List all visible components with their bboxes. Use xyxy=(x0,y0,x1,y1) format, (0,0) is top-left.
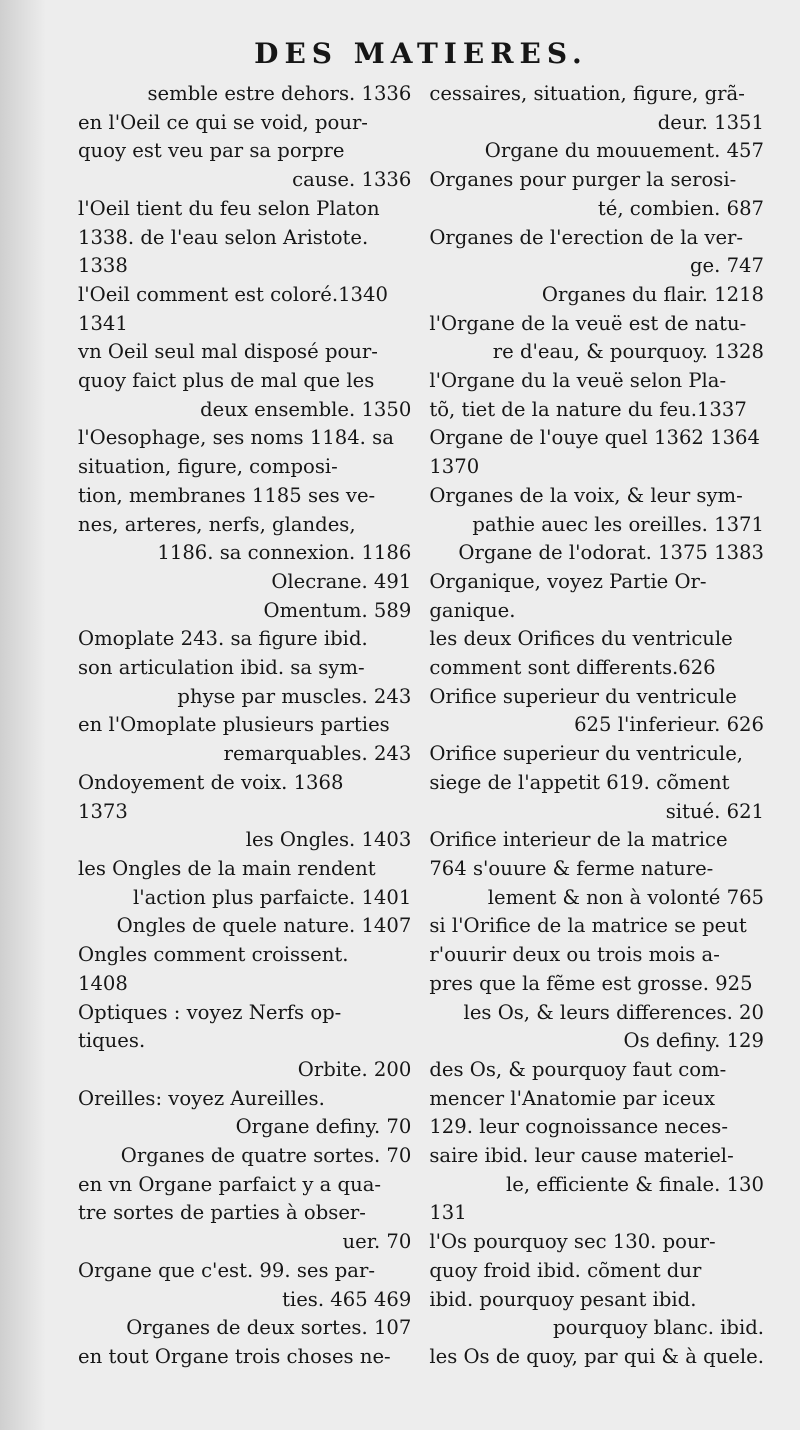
index-entry-line: siege de l'appetit 619. cõment xyxy=(429,770,730,794)
index-entry xyxy=(78,1113,411,1142)
index-entry-line: comment sont differents.626 xyxy=(429,656,716,680)
index-entry xyxy=(78,826,411,855)
index-entry-line: les Os de quoy, par qui & à quele. xyxy=(429,1344,764,1368)
index-entry-line: les deux Orifices du ventricule xyxy=(429,627,733,651)
index-entry-line: Olecrane. 491 xyxy=(271,569,412,593)
index-entry xyxy=(429,1056,764,1228)
index-entry-line: Organes de l'erection de la ver- xyxy=(429,225,744,249)
index-entry-line: 764 s'ouure & ferme nature- xyxy=(429,856,714,880)
index-entry-line: l'Oesophage, ses noms 1184. sa xyxy=(78,426,394,450)
index-entry-line: Organe que c'est. 99. ses par- xyxy=(78,1258,375,1282)
index-entry xyxy=(429,224,764,281)
index-entry-line: 1338. de l'eau selon Aristote. xyxy=(78,225,369,249)
index-entry-line: lement & non à volonté 765 xyxy=(487,885,764,909)
index-entry-line: l'action plus parfaicte. 1401 xyxy=(132,885,412,909)
index-entry-line: en vn Organe parfaict y a qua- xyxy=(78,1172,381,1196)
index-entry-line: son articulation ibid. sa sym- xyxy=(78,656,365,680)
index-entry xyxy=(429,1027,764,1056)
index-entry-line: des Os, & pourquoy faut com- xyxy=(429,1057,727,1081)
index-entry xyxy=(429,912,764,998)
index-entry xyxy=(429,482,764,539)
index-entry-line: remarquables. 243 xyxy=(223,742,412,766)
index-entry-line: Organes du flair. 1218 xyxy=(541,282,764,306)
index-entry-line: uer. 70 xyxy=(342,1230,412,1254)
index-entry xyxy=(78,568,411,597)
index-entry xyxy=(429,281,764,310)
index-entry xyxy=(78,769,411,826)
index-entry xyxy=(78,281,411,338)
index-entry xyxy=(429,683,764,740)
index-entry xyxy=(78,941,411,998)
index-entry-line: Optiques : voyez Nerfs op- xyxy=(78,1000,342,1024)
index-entry xyxy=(78,195,411,281)
index-entry xyxy=(429,310,764,367)
index-entry xyxy=(78,1142,411,1171)
index-entry-line: les Ongles de la main rendent xyxy=(78,856,376,880)
index-entry-line: quoy faict plus de mal que les xyxy=(78,369,375,393)
index-entry xyxy=(429,424,764,481)
index-entry-line: les Os, & leurs differences. 20 xyxy=(463,1000,764,1024)
index-entry-line: 1370 xyxy=(429,455,480,479)
index-entry-line: cause. 1336 xyxy=(292,168,412,192)
index-entry xyxy=(78,80,411,109)
index-entry xyxy=(429,740,764,826)
index-entry-line: 625 l'inferieur. 626 xyxy=(574,713,764,737)
index-entry-line: en l'Omoplate plusieurs parties xyxy=(78,713,390,737)
index-entry xyxy=(78,711,411,768)
index-entry-line: ties. 465 469 xyxy=(282,1287,412,1311)
index-entry-line: Organe de l'odorat. 1375 1383 xyxy=(458,541,764,565)
index-entry-line: saire ibid. leur cause materiel- xyxy=(429,1144,734,1168)
index-entry-line: l'Oeil comment est coloré.1340 xyxy=(78,282,388,306)
index-entry xyxy=(429,80,764,137)
index-entry-line: l'Oeil tient du feu selon Platon xyxy=(78,196,380,220)
index-entry-line: Organe de l'ouye quel 1362 1364 xyxy=(429,426,760,450)
index-entry-line: nes, arteres, nerfs, glandes, xyxy=(78,512,356,536)
index-entry-line: deur. 1351 xyxy=(657,110,764,134)
index-entry xyxy=(78,424,411,568)
index-entry-line: pathie auec les oreilles. 1371 xyxy=(472,512,764,536)
index-entry-line: quoy froid ibid. cõment dur xyxy=(429,1258,702,1282)
index-entry-line: 129. leur cognoissance neces- xyxy=(429,1115,728,1139)
index-entry xyxy=(78,338,411,424)
index-entry-line: deux ensemble. 1350 xyxy=(200,397,412,421)
index-entry-line: 1338 xyxy=(78,254,128,278)
index-entry-line: tõ, tiet de la nature du feu.1337 xyxy=(429,397,747,421)
index-entry-line: Organes de quatre sortes. 70 xyxy=(120,1144,412,1168)
index-entry-line: Oreilles: voyez Aureilles. xyxy=(78,1086,325,1110)
index-entry xyxy=(429,1343,764,1372)
index-entry-line: le, efficiente & finale. 130 xyxy=(505,1172,764,1196)
index-entry xyxy=(78,109,411,195)
index-entry-line: Os definy. 129 xyxy=(623,1029,764,1053)
index-entry-line: tiques. xyxy=(78,1029,146,1053)
index-entry-line: Organes pour purger la serosi- xyxy=(429,168,737,192)
index-entry xyxy=(78,1056,411,1085)
index-entry-line: Organe definy. 70 xyxy=(235,1115,412,1139)
index-entry-line: vn Oeil seul mal disposé pour- xyxy=(78,340,378,364)
index-entry-line: Omoplate 243. sa figure ibid. xyxy=(78,627,368,651)
index-entry-line: Ongles comment croissent. xyxy=(78,943,349,967)
index-entry-line: l'Os pourquoy sec 130. pour- xyxy=(429,1230,716,1254)
index-entry xyxy=(429,625,764,682)
index-entry xyxy=(78,1314,411,1343)
index-entry xyxy=(429,166,764,223)
index-entry-line: pres que la fẽme est grosse. 925 xyxy=(429,971,753,995)
index-entry xyxy=(78,999,411,1056)
index-entry-line: semble estre dehors. 1336 xyxy=(147,82,412,105)
index-entry-line: physe par muscles. 243 xyxy=(177,684,412,708)
index-entry xyxy=(78,1171,411,1257)
index-entry-line: Organique, voyez Partie Or- xyxy=(429,569,707,593)
left-column xyxy=(78,80,411,1372)
index-entry-line: Orbite. 200 xyxy=(297,1057,412,1081)
index-entry-line: quoy est veu par sa porpre xyxy=(78,139,345,163)
index-entry-line: les Ongles. 1403 xyxy=(245,828,412,852)
index-entry xyxy=(78,855,411,912)
index-entry-line: té, combien. 687 xyxy=(597,196,764,220)
index-entry-line: re d'eau, & pourquoy. 1328 xyxy=(492,340,764,364)
index-entry-line: en tout Organe trois choses ne- xyxy=(78,1344,391,1368)
index-entry-line: ge. 747 xyxy=(690,254,764,278)
index-entry-line: cessaires, situation, figure, grã- xyxy=(429,82,745,105)
index-entry xyxy=(78,625,411,711)
index-entry xyxy=(429,367,764,424)
index-entry-line: Ondoyement de voix. 1368 xyxy=(78,770,344,794)
index-entry-line: l'Organe du la veuë selon Pla- xyxy=(429,369,727,393)
index-entry-line: situé. 621 xyxy=(665,799,764,823)
index-entry-line: ibid. pourquoy pesant ibid. xyxy=(429,1287,697,1311)
index-entry xyxy=(429,826,764,912)
index-entry-line: 131 xyxy=(429,1201,467,1225)
index-entry-line: Ongles de quele nature. 1407 xyxy=(116,914,412,938)
index-entry-line: l'Organe de la veuë est de natu- xyxy=(429,311,747,335)
index-entry xyxy=(78,597,411,626)
index-entry-line: Organes de deux sortes. 107 xyxy=(126,1316,412,1340)
index-entry-line: Organe du mouuement. 457 xyxy=(484,139,764,163)
index-entry-line: Orifice superieur du ventricule, xyxy=(429,742,744,766)
index-entry-line: mencer l'Anatomie par iceux xyxy=(429,1086,716,1110)
index-entry-line: 1186. sa connexion. 1186 xyxy=(157,541,412,565)
index-entry-line: Omentum. 589 xyxy=(263,598,412,622)
index-entry-line: Orifice interieur de la matrice xyxy=(429,828,728,852)
index-entry xyxy=(429,137,764,166)
index-entry-line: Orifice superieur du ventricule xyxy=(429,684,737,708)
index-entry xyxy=(78,1343,411,1372)
index-entry-line: Organes de la voix, & leur sym- xyxy=(429,483,743,507)
index-entry-line: situation, figure, composi- xyxy=(78,455,338,479)
index-columns xyxy=(78,80,764,1372)
index-entry xyxy=(78,1257,411,1314)
index-entry-line: si l'Orifice de la matrice se peut xyxy=(429,914,747,938)
index-entry xyxy=(429,568,764,625)
index-entry-line: ganique. xyxy=(429,598,516,622)
index-entry-line: tion, membranes 1185 ses ve- xyxy=(78,483,376,507)
index-entry-line: tre sortes de parties à obser- xyxy=(78,1201,366,1225)
index-entry xyxy=(429,999,764,1028)
index-entry xyxy=(78,1085,411,1114)
index-entry-line: 1373 xyxy=(78,799,128,823)
index-entry-line: 1341 xyxy=(78,311,128,335)
index-entry-line: pourquoy blanc. ibid. xyxy=(553,1316,764,1340)
index-entry-line: r'ouurir deux ou trois mois a- xyxy=(429,943,720,967)
right-column xyxy=(429,80,764,1372)
index-entry-line: 1408 xyxy=(78,971,128,995)
index-entry xyxy=(78,912,411,941)
running-head: DES MATIERES. xyxy=(254,37,588,70)
index-entry xyxy=(429,1228,764,1343)
index-entry-line: en l'Oeil ce qui se void, pour- xyxy=(78,110,368,134)
index-entry xyxy=(429,539,764,568)
